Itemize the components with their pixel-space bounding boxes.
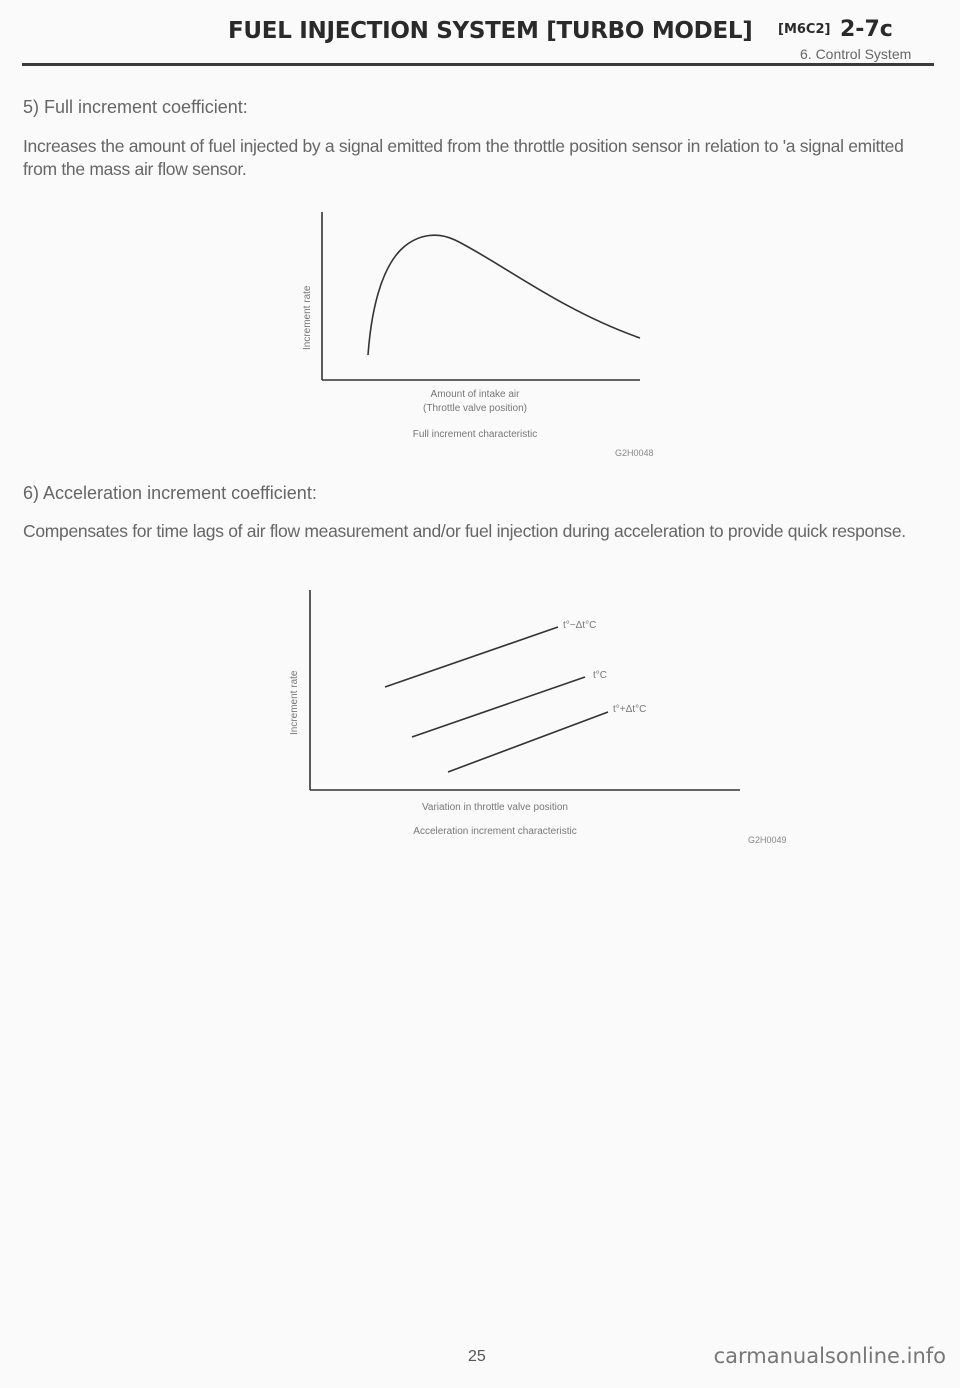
full-increment-curve (368, 235, 640, 355)
figure-2-axes (310, 590, 740, 790)
section-6-body: Compensates for time lags of air flow measurement and/or fuel injection during acceleration to provide quick response. (23, 521, 906, 541)
figure-1-caption: Full increment characteristic (412, 429, 538, 440)
line-temp (412, 677, 585, 737)
line-label-temp-plus: t°+Δt°C (613, 704, 647, 715)
watermark: carmanualsonline.info (713, 1344, 946, 1368)
section-5-heading: 5) Full increment coefficient: (23, 97, 248, 117)
line-temp-plus (448, 712, 608, 772)
figure-2-caption: Acceleration increment characteristic (413, 826, 577, 837)
section-5-body: Increases the amount of fuel injected by a signal emitted from the throttle position sensor in relation to 'a signal emitted from the mass air flow sensor. (23, 136, 904, 179)
page-title: FUEL INJECTION SYSTEM [TURBO MODEL] (228, 18, 753, 44)
figure-1-axes (322, 212, 640, 380)
section-6-heading: 6) Acceleration increment coefficient: (23, 483, 317, 503)
line-temp-minus (385, 627, 558, 687)
line-label-temp-minus: t°−Δt°C (563, 620, 597, 631)
figure-1-y-label: Increment rate (302, 285, 313, 350)
figure-2-x-label: Variation in throttle valve position (421, 802, 568, 813)
figure-2-code: G2H0049 (748, 835, 787, 845)
section-code: [M6C2] (778, 22, 831, 37)
figure-1-code: G2H0048 (615, 448, 654, 458)
figure-1-x-label-1: Amount of intake air (430, 389, 520, 400)
page-number: 25 (468, 1348, 486, 1365)
figure-2-y-label: Increment rate (289, 670, 300, 735)
page-reference: 2-7c (840, 17, 893, 42)
section-name: 6. Control System (800, 46, 912, 62)
figure-1-x-label-2: (Throttle valve position) (423, 403, 527, 414)
line-label-temp: t°C (593, 670, 607, 681)
